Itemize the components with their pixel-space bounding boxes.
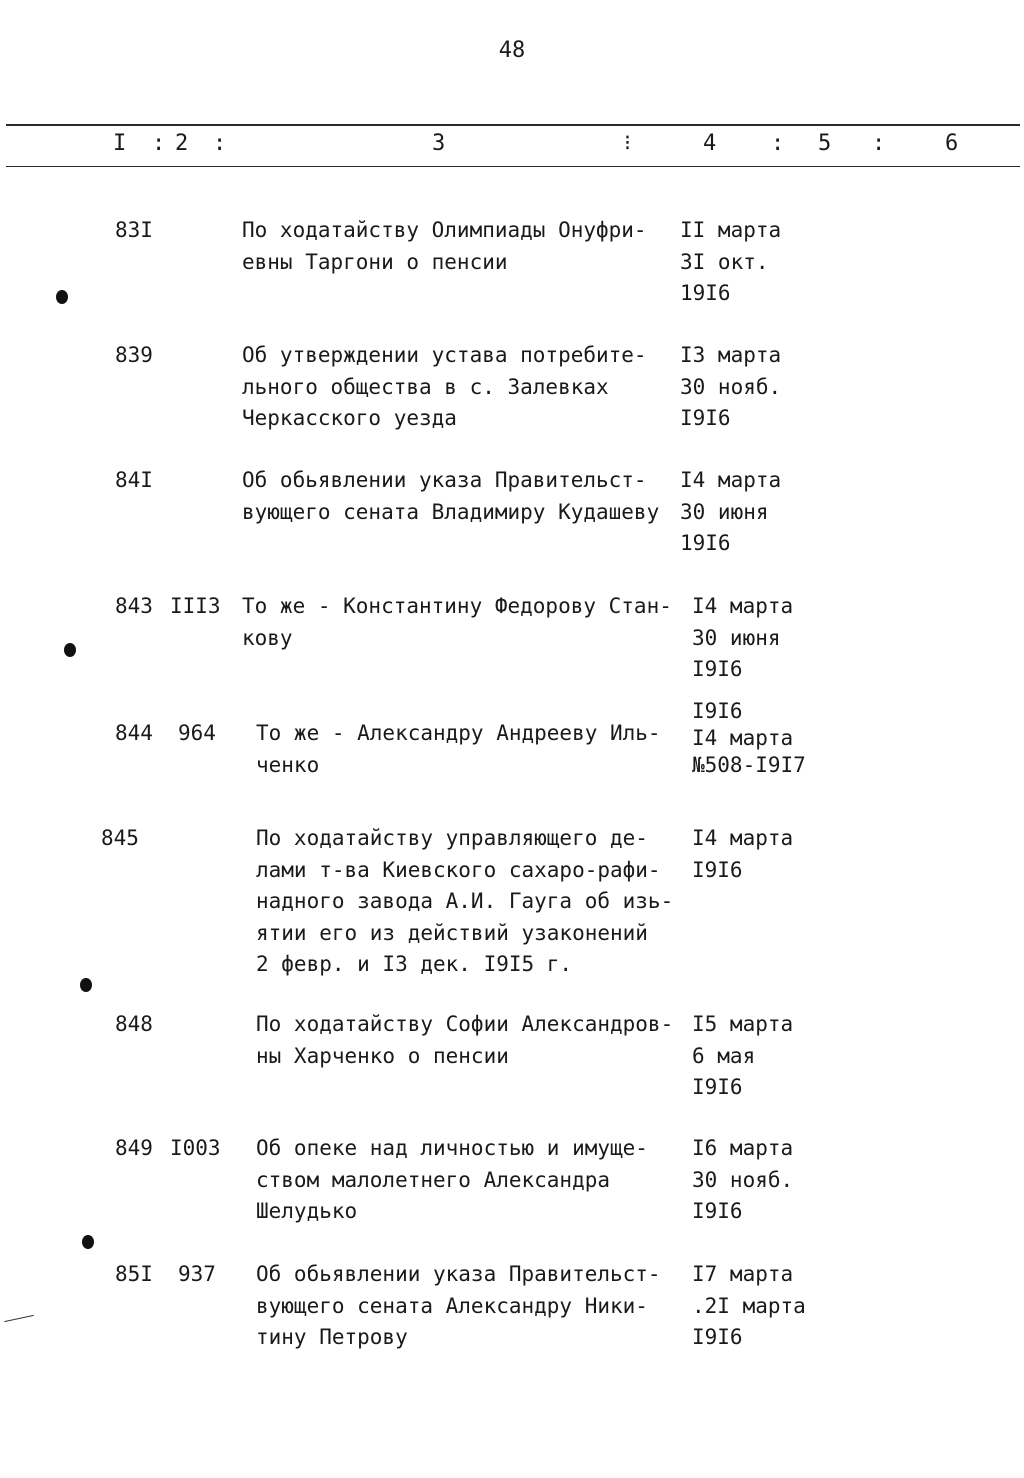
punch-hole-mark bbox=[82, 1235, 94, 1249]
header-col-5: 5 bbox=[818, 131, 832, 156]
header-separator: : bbox=[771, 131, 785, 156]
date-line: 30 нояб. bbox=[680, 374, 782, 399]
table-bottom-rule bbox=[6, 166, 1020, 167]
header-col-1: I bbox=[113, 131, 127, 156]
entry-dates bbox=[680, 340, 840, 435]
date-line: I7 марта bbox=[692, 1262, 794, 1286]
entry-number: 844 bbox=[115, 721, 153, 745]
entry-dates bbox=[692, 823, 852, 886]
title-line: То же - Александру Андрееву Иль- bbox=[256, 721, 661, 745]
title-line: 2 февр. и I3 дек. I9I5 г. bbox=[256, 952, 573, 976]
entry-ref: 937 bbox=[178, 1262, 216, 1286]
title-line: То же - Константину Федорову Стан- bbox=[242, 594, 672, 618]
entry-title bbox=[256, 718, 696, 781]
title-line: тину Петрову bbox=[256, 1325, 408, 1349]
title-line: лами т-ва Киевского сахаро-рафи- bbox=[256, 857, 661, 882]
entry-title bbox=[242, 340, 682, 435]
entry-title bbox=[242, 591, 682, 654]
entry-title bbox=[242, 465, 682, 528]
date-line: .2I марта bbox=[692, 1293, 806, 1318]
entry-ref: III3 bbox=[170, 594, 221, 618]
title-line: Об утверждении устава потребите- bbox=[242, 343, 647, 367]
entry-dates bbox=[680, 215, 840, 310]
date-line: 30 июня bbox=[692, 625, 781, 650]
entry-number: 83I bbox=[115, 218, 153, 242]
title-line: ством малолетнего Александра bbox=[256, 1167, 611, 1192]
entry-ref: 964 bbox=[178, 721, 216, 745]
title-line: вующего сената Владимиру Кудашеву bbox=[242, 499, 660, 524]
title-line: По ходатайству Софии Александров- bbox=[256, 1012, 674, 1036]
title-line: Об обьявлении указа Правительст- bbox=[256, 1262, 661, 1286]
title-line: По ходатайству Олимпиады Онуфри- bbox=[242, 218, 647, 242]
date-line: I4 марта bbox=[692, 726, 794, 750]
header-separator: : bbox=[152, 131, 166, 156]
entry-number: 839 bbox=[115, 343, 153, 367]
date-line: I4 марта bbox=[692, 826, 794, 850]
date-line: №508-I9I7 bbox=[692, 753, 806, 777]
entry-dates bbox=[692, 1259, 852, 1354]
date-line: 6 мая bbox=[692, 1043, 756, 1068]
entry-dates bbox=[692, 591, 852, 686]
date-line: I9I6 bbox=[692, 699, 743, 723]
entry-title bbox=[256, 1009, 696, 1072]
entry-number: 85I bbox=[115, 1262, 153, 1286]
date-line: I9I6 bbox=[692, 1075, 743, 1099]
table-header-row bbox=[0, 131, 1024, 161]
date-line: I9I6 bbox=[680, 406, 731, 430]
date-line: 30 нояб. bbox=[692, 1167, 794, 1192]
entry-dates bbox=[692, 1009, 852, 1104]
punch-hole-mark bbox=[80, 978, 92, 992]
entry-dates bbox=[692, 1133, 852, 1228]
entry-ref: I003 bbox=[170, 1136, 221, 1160]
entry-title bbox=[256, 1133, 696, 1228]
entry-number: 845 bbox=[101, 826, 139, 850]
title-line: Черкасского уезда bbox=[242, 406, 457, 430]
title-line: вующего сената Александру Ники- bbox=[256, 1293, 648, 1318]
title-line: ятии его из действий узаконений bbox=[256, 920, 648, 945]
date-line: I9I6 bbox=[692, 857, 743, 882]
title-line: ченко bbox=[256, 752, 320, 777]
title-line: льного общества в с. Залевках bbox=[242, 374, 609, 399]
entry-dates bbox=[680, 465, 840, 560]
date-line: I6 марта bbox=[692, 1136, 794, 1160]
title-line: евны Таргони о пенсии bbox=[242, 249, 508, 274]
date-line: 19I6 bbox=[680, 281, 731, 305]
date-line: 30 июня bbox=[680, 499, 769, 524]
entry-title bbox=[256, 823, 696, 981]
header-col-6: 6 bbox=[945, 131, 959, 156]
date-line: I3 марта bbox=[680, 343, 782, 367]
title-line: ны Харченко о пенсии bbox=[256, 1043, 509, 1068]
entry-dates bbox=[692, 698, 852, 779]
header-col-2: 2 bbox=[175, 131, 189, 156]
title-line: Шелудько bbox=[256, 1199, 358, 1223]
date-line: I5 марта bbox=[692, 1012, 794, 1036]
title-line: Об опеке над личностью и имуще- bbox=[256, 1136, 648, 1160]
date-line: I4 марта bbox=[680, 468, 782, 492]
date-line: I4 марта bbox=[692, 594, 794, 618]
date-line: I9I6 bbox=[692, 1325, 743, 1349]
entry-number: 843 bbox=[115, 594, 153, 618]
table-top-rule bbox=[6, 124, 1020, 126]
header-separator: : bbox=[872, 131, 886, 156]
date-line: 3I окт. bbox=[680, 249, 769, 274]
entry-number: 849 bbox=[115, 1136, 153, 1160]
date-line: 19I6 bbox=[680, 531, 731, 555]
punch-hole-mark bbox=[56, 290, 68, 304]
entry-number: 848 bbox=[115, 1012, 153, 1036]
title-line: надного завода А.И. Гауга об изь- bbox=[256, 889, 674, 913]
page-number: 48 bbox=[498, 38, 526, 63]
header-separator: : bbox=[213, 131, 227, 156]
date-line: II марта bbox=[680, 218, 782, 242]
entry-number: 84I bbox=[115, 468, 153, 492]
punch-hole-mark bbox=[64, 643, 76, 657]
title-line: Об обьявлении указа Правительст- bbox=[242, 468, 647, 492]
title-line: кову bbox=[242, 625, 293, 650]
title-line: По ходатайству управляющего де- bbox=[256, 826, 648, 850]
entry-title bbox=[256, 1259, 696, 1354]
header-separator: ⁝ bbox=[624, 131, 631, 156]
date-line: I9I6 bbox=[692, 1199, 743, 1223]
header-col-4: 4 bbox=[703, 131, 717, 156]
date-line: I9I6 bbox=[692, 657, 743, 681]
entry-title bbox=[242, 215, 682, 278]
header-col-3: 3 bbox=[432, 131, 446, 156]
margin-tick-mark bbox=[4, 1315, 34, 1322]
